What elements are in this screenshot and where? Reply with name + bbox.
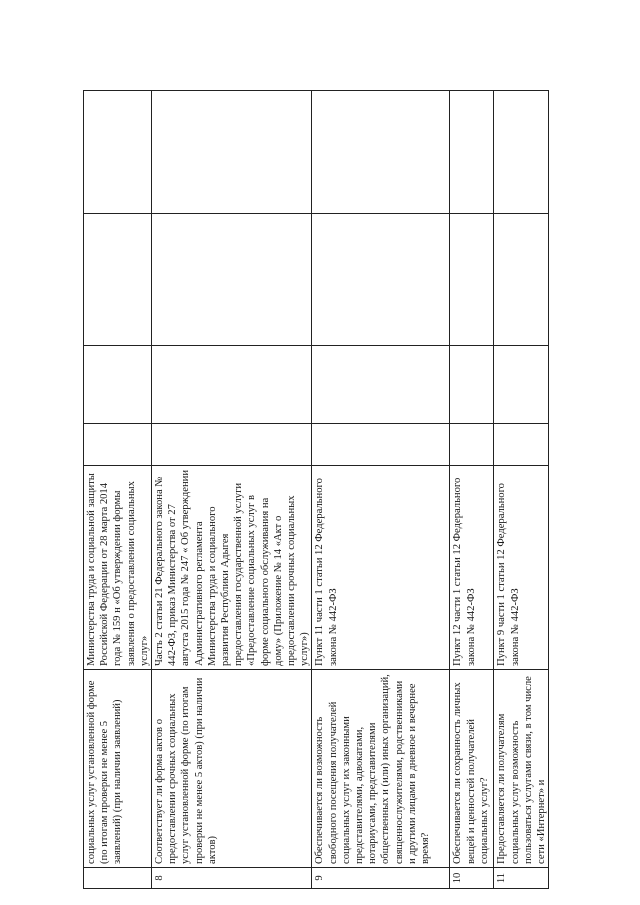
row-number-cell: 9 <box>312 868 450 889</box>
legal-basis-cell: Министерства труда и социальной защиты Российской Федерации от 28 марта 2014 года № 159 н «Об утверждении формы заявления о предоставлении социальных услуг» <box>84 466 152 670</box>
empty-cell-yes <box>84 424 152 466</box>
legal-basis-cell: Пункт 9 части 1 статьи 12 Федерального закона № 442-ФЗ <box>494 466 549 670</box>
empty-cell-no <box>152 346 312 424</box>
empty-cell-notes <box>152 91 312 214</box>
empty-cell-yes <box>450 424 494 466</box>
question-cell: Обеспечивается ли возможность свободного посещения получателей социальных услуг их законными представителями, адвокатами, нотариусами, представителями общественных и (или) иных организаций, священнослужителями, родственниками и другими лицами в дневное и вечернее время? <box>312 670 450 868</box>
question-cell: Соответствует ли форма актов о предоставлении срочных социальных услуг установленной форме (по итогам проверки не менее 5 актов) (при наличии актов) <box>152 670 312 868</box>
empty-cell-notes <box>494 91 549 214</box>
question-cell: Предоставляется ли получателям социальных услуг возможность пользоваться услугами связи, в том числе сети «Интернет» и <box>494 670 549 868</box>
empty-cell-notes <box>450 91 494 214</box>
empty-cell-no <box>494 346 549 424</box>
empty-cell-yes <box>312 424 450 466</box>
legal-basis-cell: Пункт 11 части 1 статьи 12 Федерального закона № 442-ФЗ <box>312 466 450 670</box>
row-number-cell: 8 <box>152 868 312 889</box>
table-row <box>494 91 549 889</box>
empty-cell-no <box>312 346 450 424</box>
empty-cell-notes <box>84 91 152 214</box>
row-number-cell: 11 <box>494 868 549 889</box>
empty-cell-notes <box>312 91 450 214</box>
empty-cell-not-applicable <box>494 214 549 346</box>
legal-basis-cell: Пункт 12 части 1 статьи 12 Федерального закона № 442-ФЗ <box>450 466 494 670</box>
empty-cell-not-applicable <box>84 214 152 346</box>
row-number-cell: 10 <box>450 868 494 889</box>
rotated-table-area <box>83 91 548 889</box>
table-row <box>450 91 494 889</box>
legal-basis-cell: Часть 2 статьи 21 Федерального закона № 442-ФЗ, приказ Министерства от 27 августа 2015 года № 247 « Об утверждении Административного регламента Министерства труда и социального развития Республики Адыгея предоставления государственной услуги «Предоставление социальных услуг в форме социального обслуживания на дому» (Приложение № 14 «Акт о предоставлении срочных социальных услуг») <box>152 466 312 670</box>
table-row <box>84 91 152 889</box>
inspection-checklist-table <box>83 90 549 889</box>
question-cell: Обеспечивается ли сохранность личных вещей и ценностей получателей социальных услуг? <box>450 670 494 868</box>
empty-cell-no <box>450 346 494 424</box>
question-cell: социальных услуг установленной форме (по итогам проверки не менее 5 заявлений) (при наличии заявлений) <box>84 670 152 868</box>
empty-cell-not-applicable <box>152 214 312 346</box>
empty-cell-no <box>84 346 152 424</box>
row-number-cell <box>84 868 152 889</box>
table-container <box>83 91 548 889</box>
empty-cell-not-applicable <box>312 214 450 346</box>
table-row <box>312 91 450 889</box>
empty-cell-yes <box>494 424 549 466</box>
table-row <box>152 91 312 889</box>
empty-cell-yes <box>152 424 312 466</box>
empty-cell-not-applicable <box>450 214 494 346</box>
